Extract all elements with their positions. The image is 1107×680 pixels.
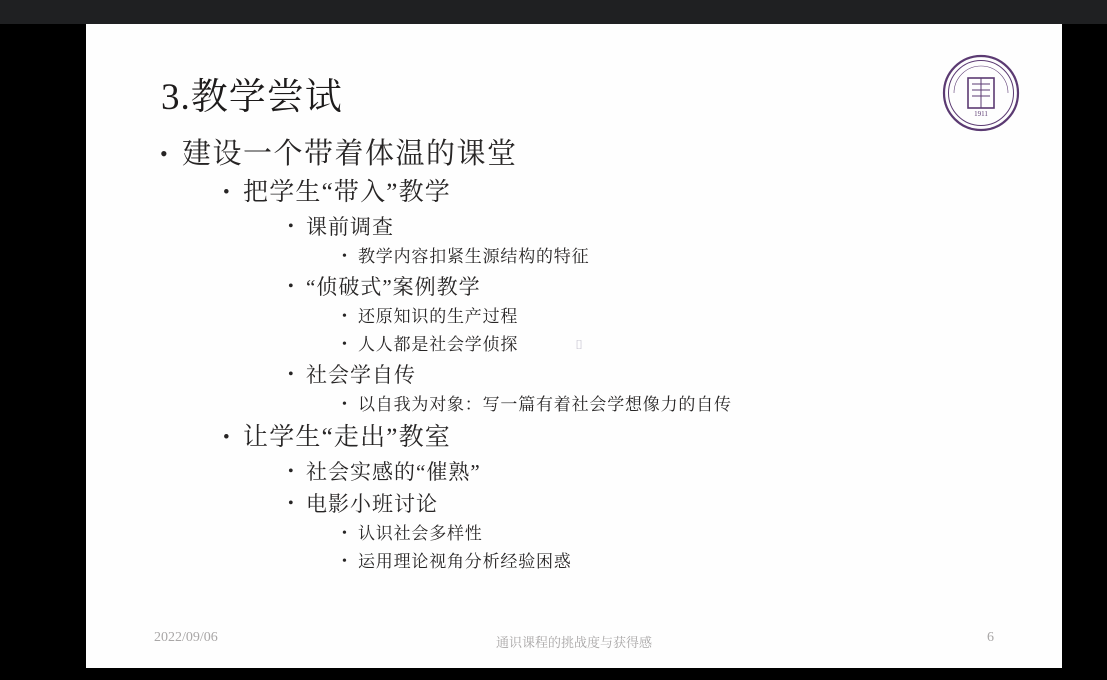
- tsinghua-university-seal-icon: [942, 54, 1020, 132]
- bullet-icon: •: [288, 366, 295, 383]
- list-item: [146, 520, 1036, 548]
- bullet-icon: •: [223, 427, 231, 448]
- list-item: [146, 359, 1036, 391]
- slide-title: 3.教学尝试: [161, 77, 343, 118]
- list-item: [146, 303, 1036, 331]
- list-item: [146, 456, 1036, 488]
- svg-text:1911: 1911: [974, 110, 988, 118]
- list-item: [146, 174, 1036, 211]
- bullet-icon: •: [223, 182, 231, 203]
- list-item: [146, 331, 1036, 359]
- list-item: [146, 211, 1036, 243]
- text-cursor-icon: ⌷: [574, 337, 583, 352]
- bullet-icon: •: [342, 309, 348, 324]
- list-item-label: 以自我为对象：写一篇有着社会学想像力的自传: [358, 395, 732, 414]
- slide-footer-title: 通识课程的挑战度与获得感: [495, 635, 652, 650]
- list-item-label: “侦破式”案例教学: [306, 275, 481, 299]
- letterbox-left: [0, 24, 86, 680]
- list-item-label: 认识社会多样性: [358, 524, 483, 543]
- bullet-icon: •: [342, 554, 348, 569]
- player-topbar: [0, 0, 1107, 24]
- list-item-label: 教学内容扣紧生源结构的特征: [358, 247, 590, 266]
- bullet-icon: •: [288, 278, 295, 295]
- bullet-icon: •: [342, 249, 348, 264]
- bullet-icon: •: [342, 526, 348, 541]
- slide-page-number: 6: [987, 630, 994, 645]
- list-item: [146, 271, 1036, 303]
- bullet-icon: •: [342, 337, 348, 352]
- bullet-icon: •: [288, 218, 295, 235]
- list-item-label: 电影小班讨论: [306, 492, 438, 516]
- list-item: [146, 548, 1036, 576]
- bullet-icon: •: [160, 141, 170, 166]
- list-item: [146, 243, 1036, 271]
- list-item: [146, 419, 1036, 456]
- bullet-icon: •: [288, 463, 295, 480]
- list-item-label: 课前调查: [306, 215, 394, 239]
- bullet-icon: •: [288, 495, 295, 512]
- list-item: [146, 134, 1036, 174]
- list-item-label: 让学生“走出”教室: [243, 424, 451, 451]
- list-item-label: 运用理论视角分析经验困惑: [358, 552, 572, 571]
- slide-date: 2022/09/06: [154, 630, 218, 645]
- list-item: [146, 488, 1036, 520]
- list-item: [146, 391, 1036, 419]
- letterbox-right: [1062, 24, 1107, 680]
- slide-outline: [146, 134, 1036, 576]
- list-item-label: 社会学自传: [306, 363, 416, 387]
- slide-footer: [86, 630, 1062, 650]
- list-item-label: 还原知识的生产过程: [358, 307, 519, 326]
- bullet-icon: •: [342, 397, 348, 412]
- list-item-label: 建设一个带着体温的课堂: [182, 138, 518, 170]
- list-item-label: 把学生“带入”教学: [243, 179, 451, 206]
- list-item-label: 人人都是社会学侦探: [358, 335, 519, 354]
- list-item-label: 社会实感的“催熟”: [306, 460, 481, 484]
